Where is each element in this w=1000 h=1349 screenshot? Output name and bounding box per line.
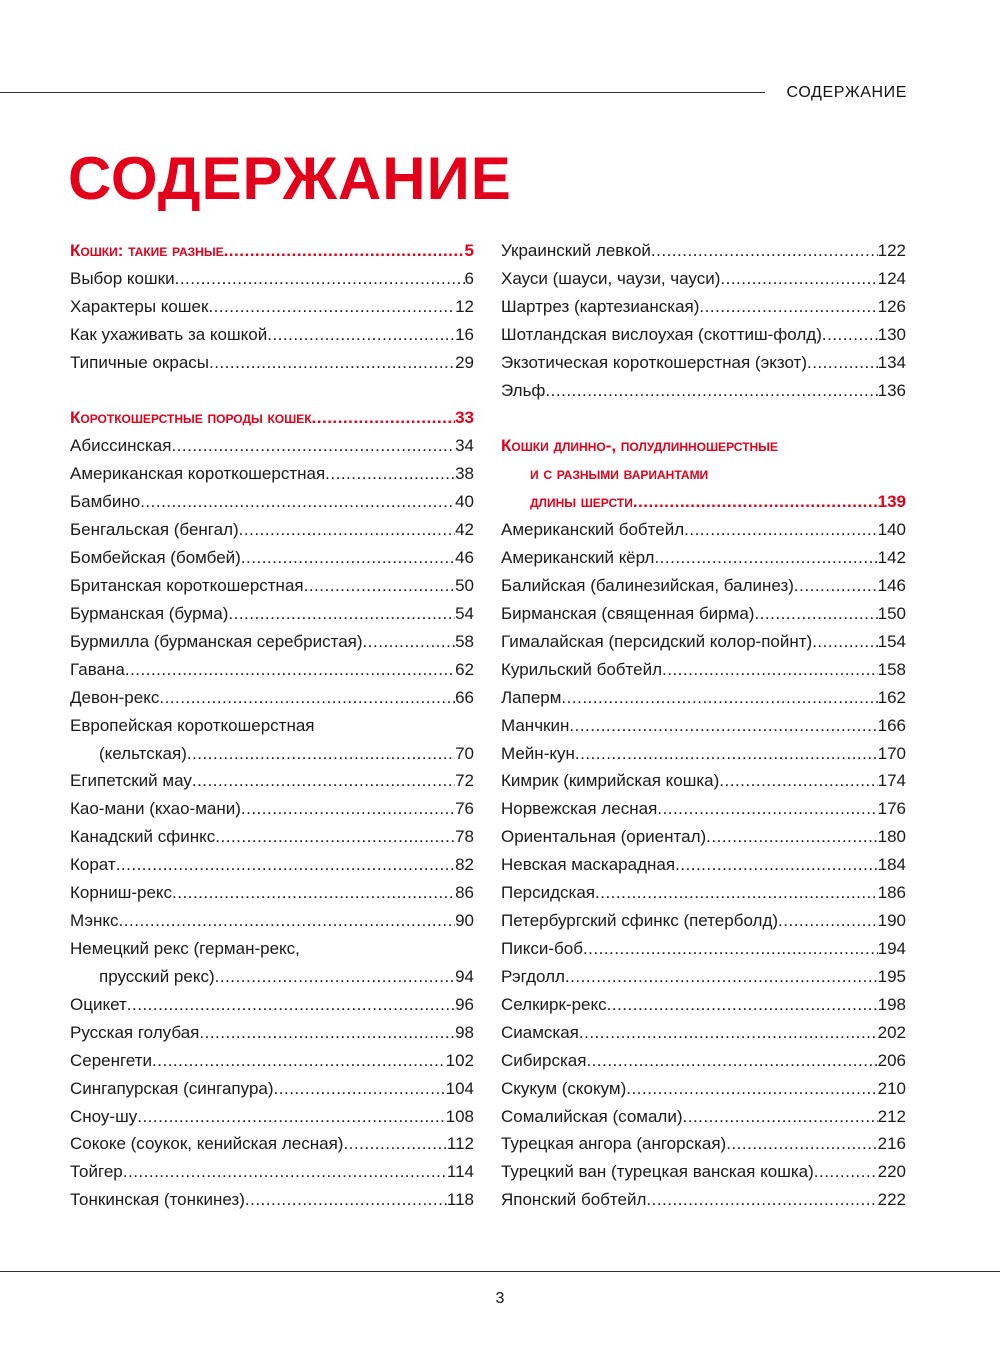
toc-dot-leader: [325, 464, 455, 484]
toc-dot-leader: [215, 967, 455, 987]
toc-dot-leader: [807, 353, 878, 373]
toc-entry-page: 158: [877, 659, 906, 679]
toc-entry-title: длины шерсти: [530, 492, 633, 512]
toc-entry: [70, 764, 474, 792]
toc-entry-page: 180: [877, 827, 906, 847]
toc-entry: [501, 1182, 906, 1210]
toc-entry: [501, 931, 906, 959]
toc-entry-title: Тойгер: [70, 1162, 123, 1182]
toc-entry-title: Русская голубая: [70, 1022, 200, 1042]
toc-section-heading: [70, 233, 474, 261]
toc-entry-page: 40: [455, 492, 474, 512]
toc-entry-title: Египетский мау: [70, 771, 192, 791]
toc-entry-page: 58: [455, 631, 474, 651]
toc-entry: [70, 1099, 474, 1127]
toc-dot-leader: [209, 353, 455, 373]
toc-entry: [501, 289, 906, 317]
toc-dot-leader: [192, 771, 455, 791]
toc-entry: [70, 428, 474, 456]
toc-dot-leader: [274, 1079, 446, 1099]
toc-entry-title: Кимрик (кимрийская кошка): [501, 771, 720, 791]
toc-entry-page: 5: [464, 240, 474, 260]
toc-entry: [501, 568, 906, 596]
toc-entry-page: 222: [877, 1190, 906, 1210]
toc-entry-page: 76: [455, 799, 474, 819]
toc-entry: [501, 233, 906, 261]
toc-entry-title: Тонкинская (тонкинез): [70, 1190, 245, 1210]
toc-entry: [70, 791, 474, 819]
toc-entry-title: Скукум (скокум): [501, 1078, 627, 1098]
toc-entry-title: Британская короткошерстная: [70, 575, 304, 595]
toc-spacer: [501, 401, 906, 429]
toc-entry: [501, 261, 906, 289]
toc-dot-leader: [595, 883, 878, 903]
toc-entry: [70, 540, 474, 568]
toc-entry-title: Корниш-рекс: [70, 883, 173, 903]
toc-entry: [501, 1043, 906, 1071]
toc-entry-page: 118: [446, 1190, 474, 1210]
toc-entry-page: 46: [455, 548, 474, 568]
toc-entry: [501, 791, 906, 819]
toc-entry: [70, 987, 474, 1015]
toc-dot-leader: [683, 1107, 878, 1127]
toc-entry: [70, 1071, 474, 1099]
toc-right-column: [501, 233, 906, 1210]
toc-dot-leader: [172, 883, 455, 903]
toc-dot-leader: [152, 1051, 446, 1071]
toc-dot-leader: [626, 1079, 877, 1099]
toc-entry-page: 50: [455, 575, 474, 595]
toc-entry-page: 34: [455, 436, 474, 456]
toc-dot-leader: [812, 632, 877, 652]
toc-entry-page: 210: [877, 1078, 906, 1098]
toc-entry: [70, 652, 474, 680]
toc-entry: [501, 875, 906, 903]
toc-entry: [501, 373, 906, 401]
toc-entry-page: 62: [455, 659, 474, 679]
toc-entry-page: 154: [877, 631, 906, 651]
toc-entry: [501, 708, 906, 736]
toc-entry-title: Шартрез (картезианская): [501, 296, 700, 316]
toc-entry: [501, 317, 906, 345]
toc-section-heading: [70, 401, 474, 429]
toc-entry-title: Короткошерстные породы кошек: [70, 408, 312, 428]
toc-entry-title: Сноу-шу: [70, 1106, 138, 1126]
toc-dot-leader: [699, 297, 877, 317]
toc-entry-title: Петербургский сфинкс (петерболд): [501, 911, 779, 931]
toc-dot-leader: [171, 436, 455, 456]
toc-dot-leader: [175, 269, 465, 289]
toc-entry: [501, 959, 906, 987]
toc-entry-title: Ориентальная (ориентал): [501, 827, 707, 847]
toc-dot-leader: [607, 995, 878, 1015]
toc-entry-page: 195: [877, 966, 906, 986]
toc-entry-page: 166: [877, 715, 906, 735]
toc-entry-title: Турецкая ангора (ангорская): [501, 1134, 727, 1154]
toc-entry-page: 216: [877, 1134, 906, 1154]
toc-dot-leader: [224, 241, 465, 261]
toc-dot-leader: [706, 827, 877, 847]
toc-dot-leader: [565, 967, 878, 987]
toc-entry-page: 6: [464, 268, 474, 288]
toc-entry: [501, 1071, 906, 1099]
toc-entry: [70, 847, 474, 875]
toc-entry-page: 114: [446, 1162, 474, 1182]
toc-dot-leader: [675, 855, 878, 875]
toc-left-column: [70, 233, 474, 1210]
toc-entry-title: Экзотическая короткошерстная (экзот): [501, 352, 808, 372]
toc-entry-title: Бурманская (бурма): [70, 603, 229, 623]
toc-dot-leader: [140, 492, 455, 512]
toc-entry-title: Выбор кошки: [70, 268, 175, 288]
toc-dot-leader: [579, 1023, 878, 1043]
toc-entry-title: Характеры кошек: [70, 296, 209, 316]
toc-entry-page: 124: [877, 268, 906, 288]
toc-entry-title: Мейн-кун: [501, 743, 575, 763]
toc-dot-leader: [199, 1023, 455, 1043]
toc-entry-title: Рэгдолл: [501, 966, 565, 986]
toc-entry: [70, 875, 474, 903]
toc-entry: [70, 512, 474, 540]
toc-entry-title: Сиамская: [501, 1022, 579, 1042]
toc-entry-page: 142: [877, 548, 906, 568]
toc-entry-page: 140: [877, 520, 906, 540]
toc-entry: [501, 680, 906, 708]
toc-entry-title: Японский бобтейл: [501, 1190, 647, 1210]
toc-entry-page: 108: [445, 1106, 474, 1126]
toc-entry-title: Хауси (шауси, чаузи, чауси): [501, 268, 721, 288]
toc-entry-page: 194: [877, 938, 906, 958]
toc-dot-leader: [583, 939, 878, 959]
toc-entry-title: Бирманская (священная бирма): [501, 603, 755, 623]
toc-entry-title: Балийская (балинезийская, балинез): [501, 575, 794, 595]
toc-entry: [70, 345, 474, 373]
toc-entry: [70, 708, 474, 736]
toc-entry-page: 184: [877, 855, 906, 875]
toc-dot-leader: [651, 241, 878, 261]
toc-entry-title: Серенгети: [70, 1050, 153, 1070]
toc-dot-leader: [719, 771, 877, 791]
toc-dot-leader: [684, 520, 877, 540]
toc-dot-leader: [245, 1190, 447, 1210]
toc-entry-title: Кошки длинно-, полудлинношерстные: [501, 436, 778, 456]
toc-entry-page: 78: [455, 827, 474, 847]
toc-entry-title: Американский кёрл: [501, 548, 655, 568]
toc-entry-page: 150: [877, 603, 906, 623]
toc-entry-title: Персидская: [501, 883, 596, 903]
toc-entry-page: 96: [455, 994, 474, 1014]
toc-dot-leader: [633, 492, 878, 512]
toc-entry: [70, 736, 474, 764]
toc-entry-title: Сомалийская (сомали): [501, 1106, 683, 1126]
toc-dot-leader: [726, 1134, 877, 1154]
toc-entry-page: 29: [455, 352, 474, 372]
toc-dot-leader: [304, 576, 455, 596]
toc-dot-leader: [215, 827, 455, 847]
toc-entry-page: 104: [445, 1078, 474, 1098]
toc-dot-leader: [116, 855, 455, 875]
toc-entry-title: Кошки: такие разные: [70, 240, 224, 260]
toc-dot-leader: [312, 408, 456, 428]
toc-entry-page: 130: [877, 324, 906, 344]
toc-entry-title: Норвежская лесная: [501, 799, 658, 819]
toc-entry: [501, 624, 906, 652]
toc-entry-title: Как ухаживать за кошкой: [70, 324, 268, 344]
toc-entry-page: 174: [877, 771, 906, 791]
toc-dot-leader: [657, 799, 877, 819]
toc-entry-page: 136: [877, 380, 906, 400]
toc-entry-page: 42: [455, 520, 474, 540]
toc-entry: [70, 1154, 474, 1182]
toc-dot-leader: [363, 632, 456, 652]
toc-entry-page: 86: [455, 883, 474, 903]
toc-entry-title: Турецкий ван (турецкая ванская кошка): [501, 1162, 814, 1182]
toc-entry-page: 198: [877, 994, 906, 1014]
toc-entry-title: Шотландская вислоухая (скоттиш-фолд): [501, 324, 822, 344]
toc-entry-title: Типичные окрасы: [70, 352, 209, 372]
toc-dot-leader: [241, 799, 455, 819]
toc-dot-leader: [814, 1162, 878, 1182]
toc-entry: [501, 596, 906, 624]
toc-dot-leader: [343, 1134, 446, 1154]
toc-dot-leader: [720, 269, 877, 289]
toc-entry: [70, 261, 474, 289]
toc-entry-title: Сококе (соукок, кенийская лесная): [70, 1134, 344, 1154]
toc-entry-page: 220: [877, 1162, 906, 1182]
toc-entry: [501, 1127, 906, 1155]
toc-entry: [70, 317, 474, 345]
toc-entry-page: 70: [455, 743, 474, 763]
toc-section-heading: [501, 484, 906, 512]
toc-entry: [70, 903, 474, 931]
toc-entry-title: Немецкий рекс (герман-рекс,: [70, 938, 300, 958]
toc-entry: [501, 652, 906, 680]
toc-entry-page: 122: [877, 240, 906, 260]
toc-dot-leader: [228, 604, 455, 624]
toc-entry-page: 66: [455, 687, 474, 707]
toc-entry: [70, 568, 474, 596]
running-head: СОДЕРЖАНИЕ: [786, 84, 907, 101]
toc-dot-leader: [119, 911, 456, 931]
toc-dot-leader: [569, 716, 877, 736]
toc-entry: [501, 540, 906, 568]
toc-entry-page: 170: [877, 743, 906, 763]
toc-dot-leader: [137, 1107, 445, 1127]
toc-entry-title: Бенгальская (бенгал): [70, 520, 239, 540]
toc-entry: [501, 819, 906, 847]
toc-entry: [501, 1154, 906, 1182]
toc-entry-page: 146: [877, 575, 906, 595]
toc-entry-page: 162: [877, 687, 906, 707]
toc-entry-title: Канадский сфинкс: [70, 827, 216, 847]
toc-entry: [70, 1182, 474, 1210]
toc-dot-leader: [241, 548, 455, 568]
toc-entry-page: 112: [446, 1134, 474, 1154]
toc-entry: [501, 1099, 906, 1127]
toc-entry-title: Американская короткошерстная: [70, 464, 326, 484]
toc-entry-page: 186: [877, 883, 906, 903]
toc-dot-leader: [586, 1051, 877, 1071]
toc-entry-title: Гималайская (персидский колор-пойнт): [501, 631, 813, 651]
toc-entry-title: Бурмилла (бурманская серебристая): [70, 631, 363, 651]
toc-entry-title: Манчкин: [501, 715, 570, 735]
toc-dot-leader: [545, 381, 877, 401]
toc-entry-title: Селкирк-рекс: [501, 994, 607, 1014]
toc-entry-title: Сингапурская (сингапура): [70, 1078, 274, 1098]
toc-dot-leader: [662, 660, 878, 680]
toc-entry-title: Невская маскарадная: [501, 855, 676, 875]
toc-entry-title: Европейская короткошерстная: [70, 715, 315, 735]
toc-entry-page: 12: [455, 296, 474, 316]
toc-entry-title: Бомбейская (бомбей): [70, 548, 241, 568]
toc-dot-leader: [127, 995, 455, 1015]
toc-entry-title: Пикси-боб: [501, 938, 583, 958]
toc-dot-leader: [754, 604, 877, 624]
toc-dot-leader: [646, 1190, 877, 1210]
toc-spacer: [70, 373, 474, 401]
toc-entry-page: 190: [877, 911, 906, 931]
toc-entry: [70, 931, 474, 959]
toc-entry-title: Сибирская: [501, 1050, 587, 1070]
toc-entry-title: Као-мани (кхао-мани): [70, 799, 241, 819]
toc-entry: [501, 512, 906, 540]
toc-entry-page: 82: [455, 855, 474, 875]
toc-entry-title: (кельтская): [99, 743, 187, 763]
toc-entry: [501, 847, 906, 875]
toc-entry-page: 90: [455, 911, 474, 931]
toc-entry: [70, 456, 474, 484]
toc-entry-title: Эльф: [501, 380, 546, 400]
toc-entry-title: Лаперм: [501, 687, 562, 707]
toc-entry-page: 98: [455, 1022, 474, 1042]
toc-entry-page: 212: [877, 1106, 906, 1126]
toc-entry: [501, 345, 906, 373]
page-number: 3: [495, 1290, 505, 1307]
toc-entry: [70, 959, 474, 987]
toc-dot-leader: [654, 548, 877, 568]
toc-entry: [70, 1043, 474, 1071]
toc-entry-page: 126: [877, 296, 906, 316]
toc-entry-title: Мэнкс: [70, 911, 119, 931]
toc-entry-title: Абиссинская: [70, 436, 172, 456]
toc-dot-leader: [822, 325, 878, 345]
toc-dot-leader: [561, 688, 877, 708]
toc-entry: [70, 1127, 474, 1155]
toc-dot-leader: [575, 744, 878, 764]
toc-section-heading: [501, 456, 906, 484]
toc-entry-title: прусский рекс): [99, 966, 215, 986]
toc-entry-page: 202: [877, 1022, 906, 1042]
toc-dot-leader: [267, 325, 455, 345]
toc-entry: [501, 764, 906, 792]
toc-entry-page: 94: [455, 966, 474, 986]
toc-entry-page: 102: [445, 1050, 474, 1070]
toc-dot-leader: [208, 297, 455, 317]
toc-entry-page: 134: [877, 352, 906, 372]
toc-entry: [70, 819, 474, 847]
toc-entry-page: 206: [877, 1050, 906, 1070]
toc-dot-leader: [794, 576, 878, 596]
toc-entry-title: Курильский бобтейл: [501, 659, 662, 679]
toc-entry: [501, 903, 906, 931]
toc-entry: [70, 289, 474, 317]
toc-dot-leader: [125, 660, 455, 680]
toc-entry-title: и с разными вариантами: [530, 464, 709, 484]
toc-entry-title: Украинский левкой: [501, 240, 651, 260]
bottom-rule: [0, 1271, 1000, 1272]
toc-entry-title: Девон-рекс: [70, 687, 160, 707]
toc-entry-page: 54: [455, 603, 474, 623]
toc-entry: [70, 1015, 474, 1043]
toc-dot-leader: [778, 911, 878, 931]
toc-entry-title: Оцикет: [70, 994, 127, 1014]
toc-entry-page: 38: [455, 464, 474, 484]
toc-entry-page: 72: [455, 771, 474, 791]
toc-entry-page: 16: [455, 324, 474, 344]
toc-dot-leader: [159, 688, 455, 708]
toc-entry-title: Корат: [70, 855, 116, 875]
toc-entry: [501, 987, 906, 1015]
toc-entry: [70, 596, 474, 624]
toc-dot-leader: [239, 520, 455, 540]
toc-entry: [70, 484, 474, 512]
toc-entry: [501, 1015, 906, 1043]
toc-section-heading: [501, 428, 906, 456]
toc-entry-page: 33: [455, 408, 474, 428]
toc-entry: [501, 736, 906, 764]
toc-entry: [70, 680, 474, 708]
page-title: СОДЕРЖАНИЕ: [68, 145, 512, 212]
toc-entry-title: Гавана: [70, 659, 125, 679]
toc-entry-page: 176: [877, 799, 906, 819]
toc-dot-leader: [187, 744, 455, 764]
toc-entry-title: Бамбино: [70, 492, 141, 512]
toc-dot-leader: [123, 1162, 447, 1182]
toc-entry: [70, 624, 474, 652]
top-rule: [0, 92, 765, 93]
toc-entry-title: Американский бобтейл: [501, 520, 685, 540]
toc-entry-page: 139: [877, 492, 906, 512]
